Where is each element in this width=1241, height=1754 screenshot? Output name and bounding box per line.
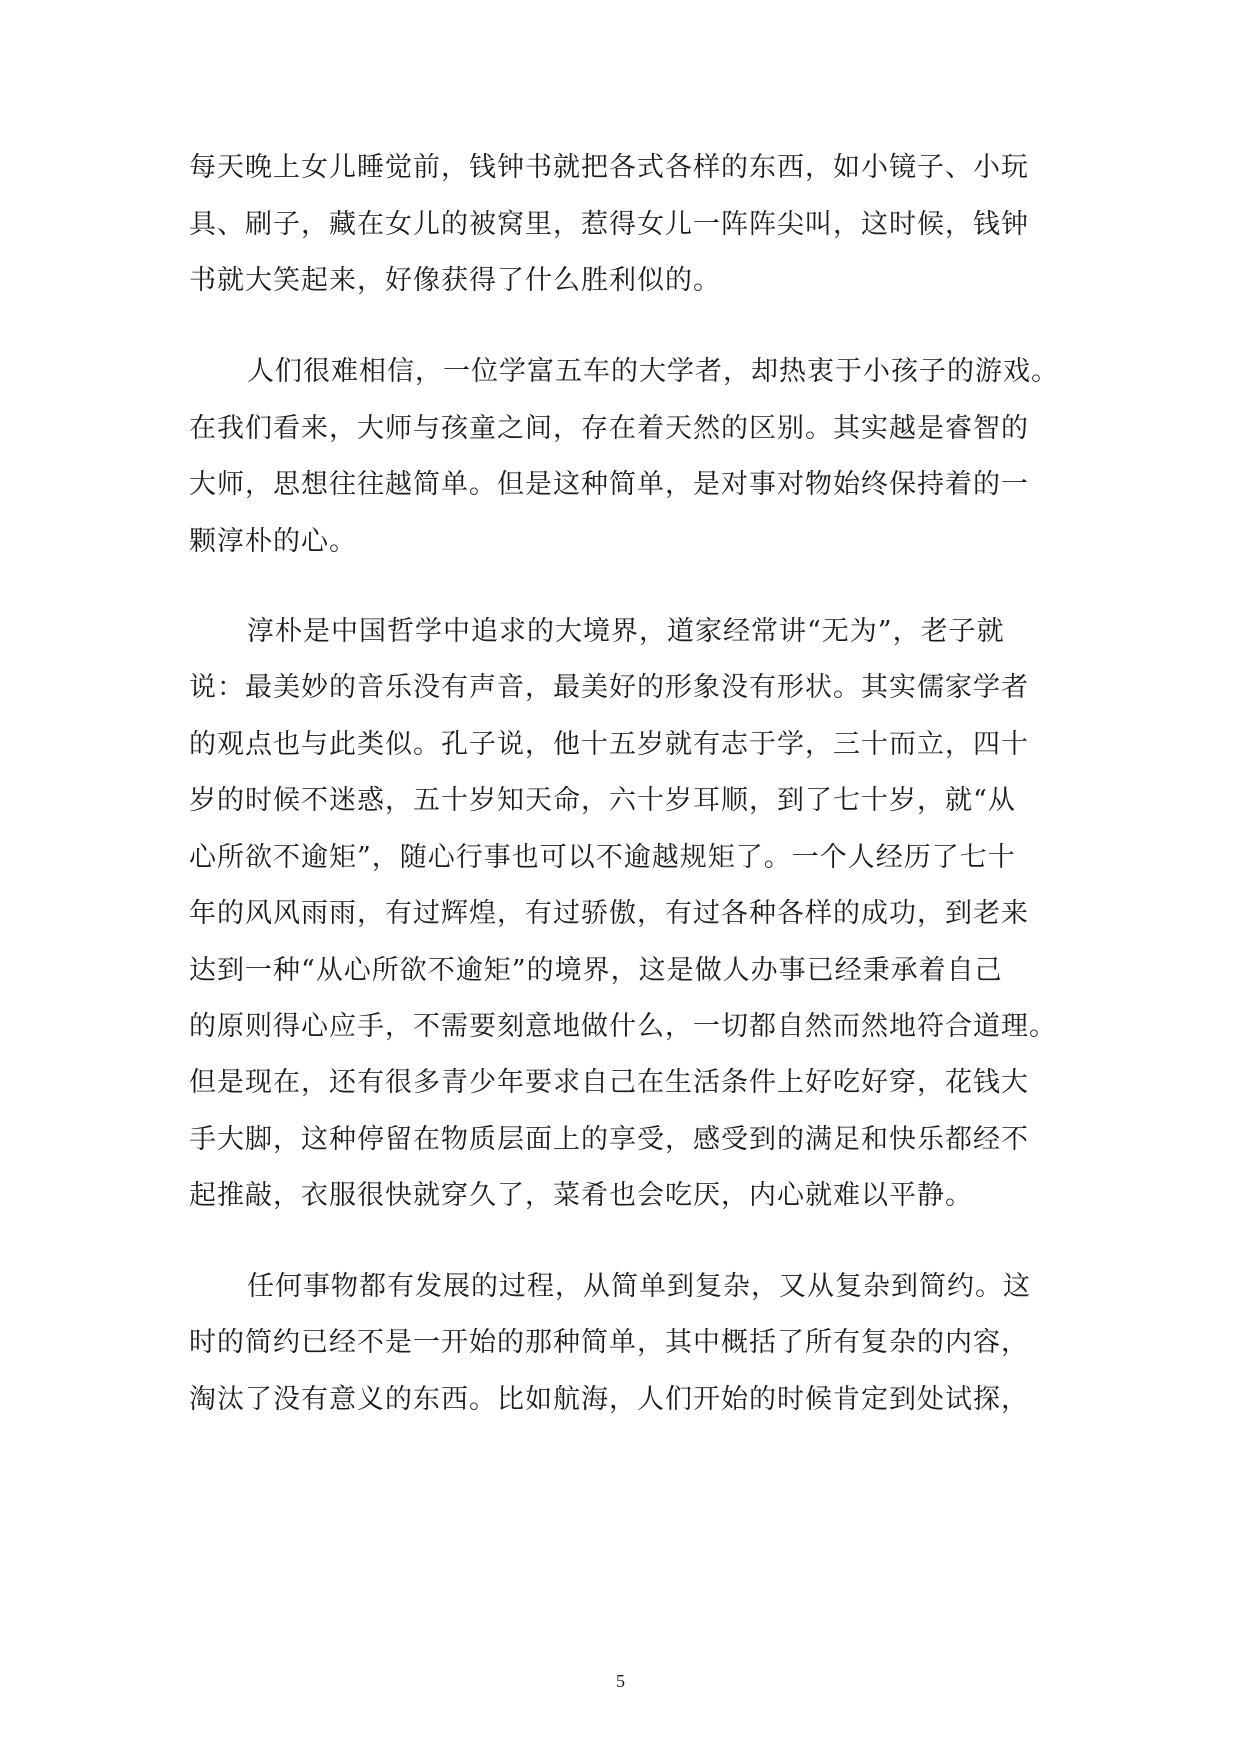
- text-line: 起推敲，衣服很快就穿久了，菜肴也会吃厌，内心就难以平静。: [189, 1180, 973, 1211]
- text-line: 每天晚上女儿睡觉前，钱钟书就把各式各样的东西，如小镜子、小玩: [189, 152, 1029, 183]
- text-line: 大师，思想往往越简单。但是这种简单，是对事对物始终保持着的一: [189, 469, 1029, 500]
- text-line: 的原则得心应手，不需要刻意地做什么，一切都自然而然地符合道理。: [189, 1011, 1057, 1042]
- text-line: 的观点也与此类似。孔子说，他十五岁就有志于学，三十而立，四十: [189, 729, 1029, 760]
- text-line: 任何事物都有发展的过程，从简单到复杂，又从复杂到简约。这: [247, 1271, 1031, 1302]
- text-line: 在我们看来，大师与孩童之间，存在着天然的区别。其实越是睿智的: [189, 413, 1029, 444]
- text-line: 达到一种“从心所欲不逾矩”的境界，这是做人办事已经秉承着自己: [189, 955, 1003, 986]
- text-line: 年的风风雨雨，有过辉煌，有过骄傲，有过各种各样的成功，到老来: [189, 898, 1029, 929]
- text-line: 说：最美妙的音乐没有声音，最美好的形象没有形状。其实儒家学者: [189, 672, 1029, 703]
- text-line: 人们很难相信，一位学富五车的大学者，却热衷于小孩子的游戏。: [247, 356, 1059, 387]
- text-line: 淳朴是中国哲学中追求的大境界，道家经常讲“无为”，老子就: [247, 616, 1005, 647]
- text-line: 淘汰了没有意义的东西。比如航海，人们开始的时候肯定到处试探，: [189, 1384, 1029, 1415]
- text-line: 手大脚，这种停留在物质层面上的享受，感受到的满足和快乐都经不: [189, 1124, 1029, 1155]
- text-line: 颗淳朴的心。: [189, 526, 357, 557]
- text-line: 岁的时候不迷惑，五十岁知天命，六十岁耳顺，到了七十岁，就“从: [189, 785, 1016, 816]
- text-line: 心所欲不逾矩”，随心行事也可以不逾越规矩了。一个人经历了七十: [189, 842, 1016, 873]
- page-number: 5: [616, 1671, 625, 1691]
- text-line: 具、刷子，藏在女儿的被窝里，惹得女儿一阵阵尖叫，这时候，钱钟: [189, 209, 1029, 240]
- text-line: 书就大笑起来，好像获得了什么胜利似的。: [189, 265, 721, 296]
- text-line: 但是现在，还有很多青少年要求自己在生活条件上好吃好穿，花钱大: [189, 1067, 1029, 1098]
- text-line: 时的简约已经不是一开始的那种简单，其中概括了所有复杂的内容，: [189, 1327, 1029, 1358]
